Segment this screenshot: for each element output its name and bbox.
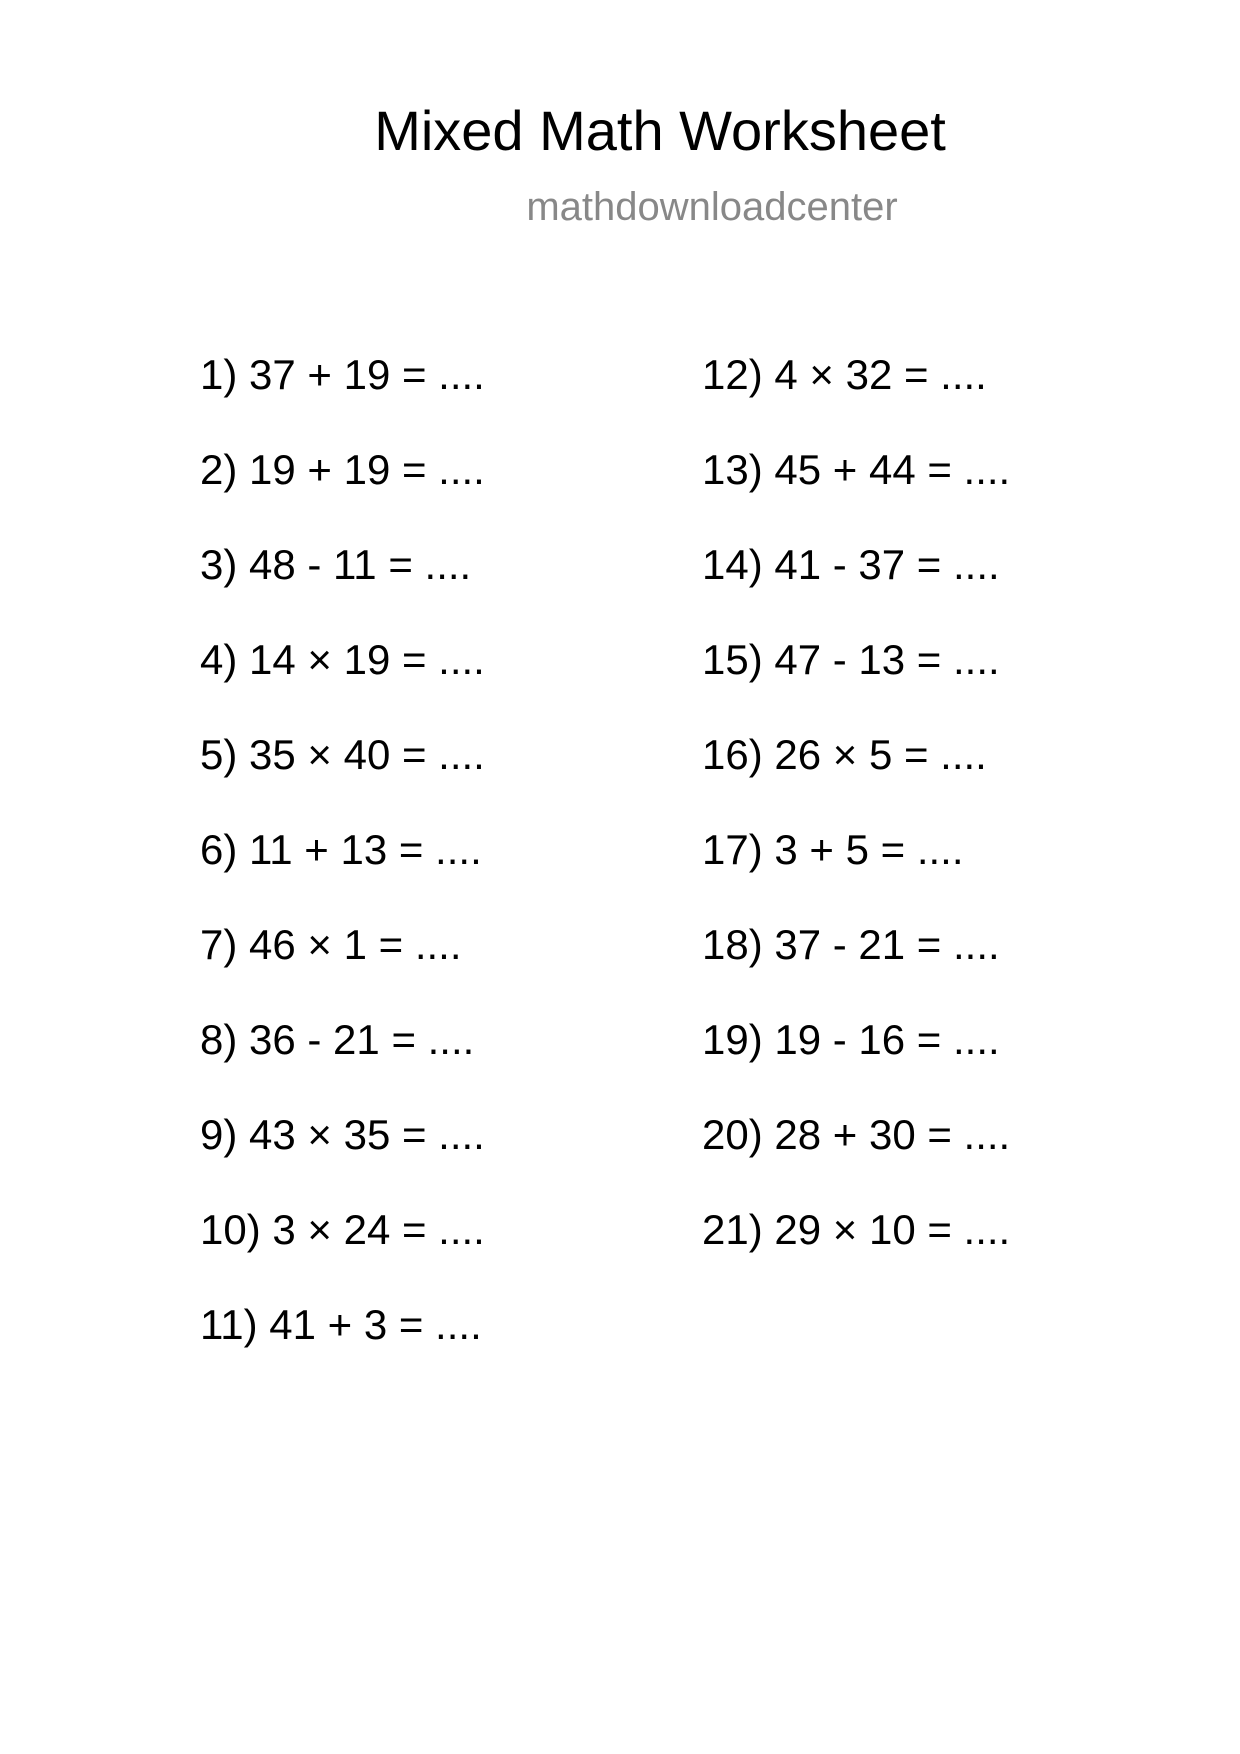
problem-item: 9) 43 × 35 = .... (200, 1111, 485, 1158)
problem-item: 4) 14 × 19 = .... (200, 636, 485, 683)
problem-item: 5) 35 × 40 = .... (200, 731, 485, 778)
page-subtitle: mathdownloadcenter (526, 185, 898, 229)
problem-list-right (702, 350, 1010, 1300)
problem-item: 3) 48 - 11 = .... (200, 541, 472, 588)
page-title: Mixed Math Worksheet (374, 99, 946, 162)
problem-item: 1) 37 + 19 = .... (200, 351, 485, 398)
problem-item: 10) 3 × 24 = .... (200, 1206, 485, 1253)
problem-item: 21) 29 × 10 = .... (702, 1206, 1011, 1253)
problem-item: 20) 28 + 30 = .... (702, 1111, 1011, 1158)
problem-item: 19) 19 - 16 = .... (702, 1016, 1000, 1063)
problem-item: 15) 47 - 13 = .... (702, 636, 1000, 683)
problem-item: 13) 45 + 44 = .... (702, 446, 1011, 493)
problem-item: 8) 36 - 21 = .... (200, 1016, 475, 1063)
problem-item: 18) 37 - 21 = .... (702, 921, 1000, 968)
problem-item: 16) 26 × 5 = .... (702, 731, 987, 778)
problem-item: 17) 3 + 5 = .... (702, 826, 964, 873)
problem-item: 2) 19 + 19 = .... (200, 446, 485, 493)
problem-item: 14) 41 - 37 = .... (702, 541, 1000, 588)
problem-item: 7) 46 × 1 = .... (200, 921, 462, 968)
problem-list-left (200, 350, 485, 1395)
problem-item: 12) 4 × 32 = .... (702, 351, 987, 398)
problem-item: 6) 11 + 13 = .... (200, 826, 482, 873)
problem-item: 11) 41 + 3 = .... (200, 1301, 482, 1348)
